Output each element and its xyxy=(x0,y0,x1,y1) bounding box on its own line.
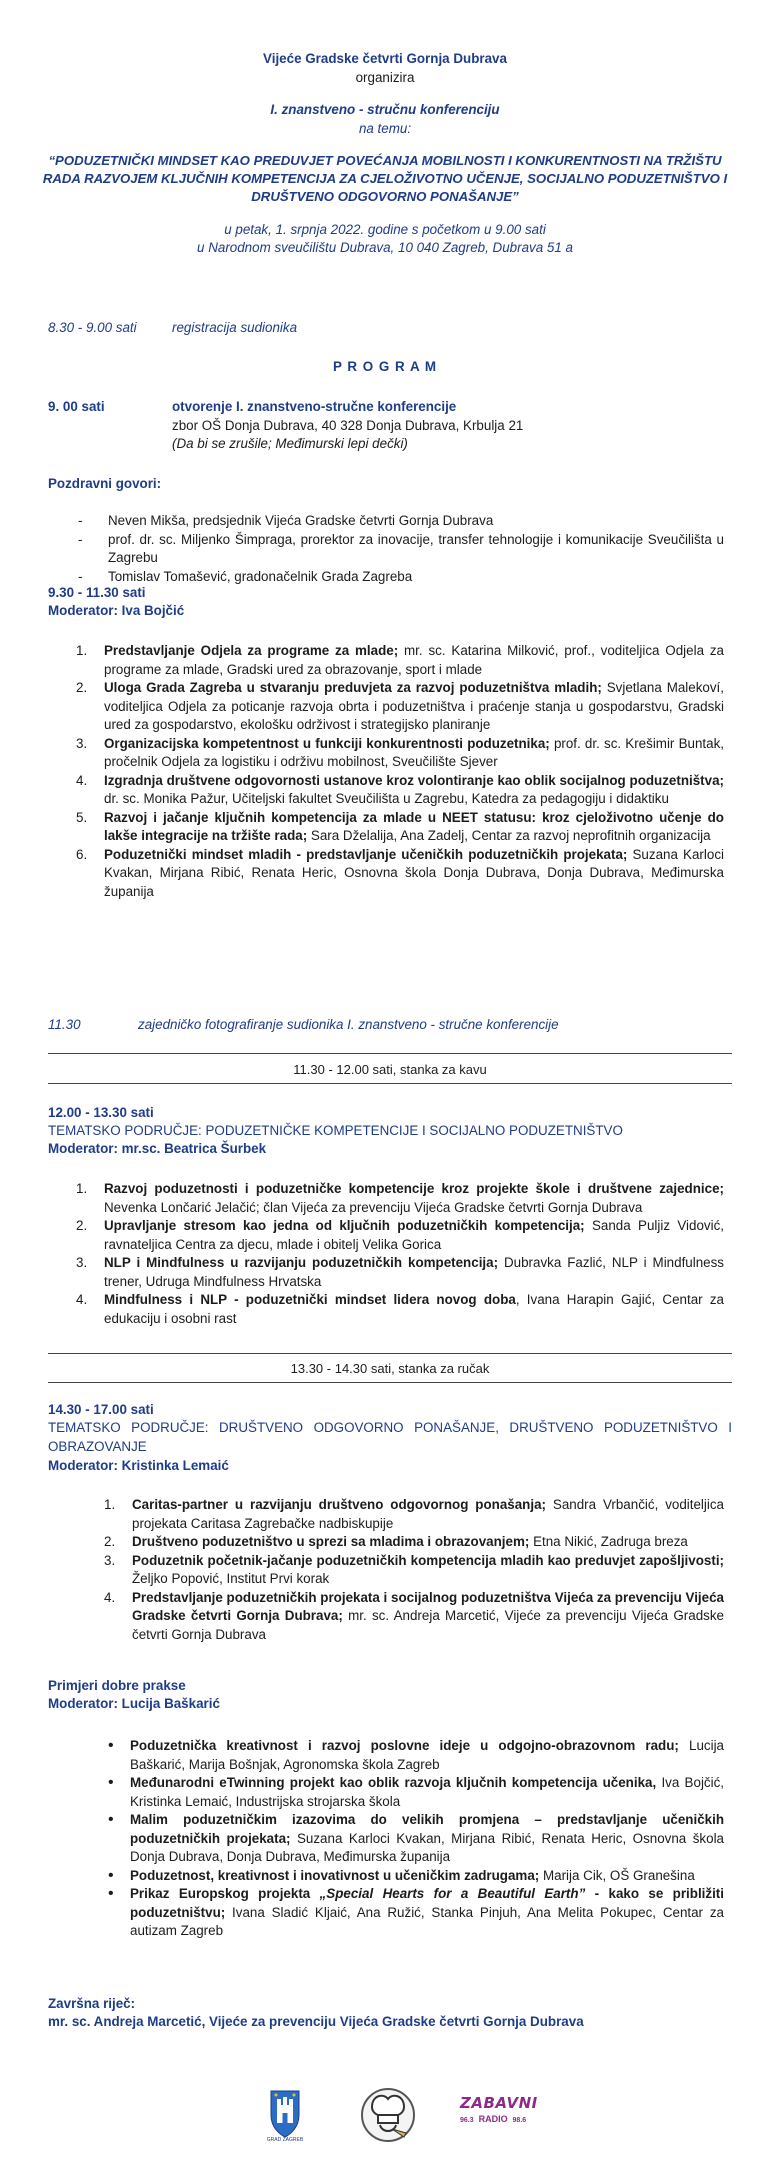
item-number: 4. xyxy=(76,772,88,788)
session2-topic: TEMATSKO PODRUČJE: PODUZETNIČKE KOMPETENCIJE I SOCIJALNO PODUZETNIŠTVO xyxy=(48,1123,623,1138)
item-title-italic: „Special Hearts for a Beautiful Earth” xyxy=(319,1886,586,1901)
program-item xyxy=(76,642,724,679)
item-speaker: Lucija Baškarić, Marija Bošnjak, Agronomska škola Zagreb xyxy=(130,1738,724,1772)
program-item xyxy=(76,1180,724,1217)
program-item xyxy=(76,809,724,846)
item-number: 2. xyxy=(76,680,88,695)
chef-logo-icon xyxy=(358,2085,418,2145)
item-title: Predstavljanje poduzetničkih projekata i socijalnog poduzetništva Vijeća za prevenciju Vijeća Gradske četvrti Gornja Dubrava; xyxy=(132,1589,724,1623)
divider xyxy=(48,1353,732,1354)
item-number: 3. xyxy=(76,1255,88,1270)
program-item xyxy=(104,1589,724,1645)
item-title: Međunarodni eTwinning projekt kao oblik razvoja ključnih kompetencija učenika, xyxy=(130,1775,657,1790)
greeting-item: - Tomislav Tomašević, gradonačelnik Grada Zagreba xyxy=(78,568,724,587)
item-speaker: Suzana Karloci Kvakan, Mirjana Ribić, Renata Heric, Osnovna škola Donja Dubrava, Donja Dubrava, Međimurska županija xyxy=(104,846,724,899)
greeting-item: - Neven Mikša, predsjednik Vijeća Gradske četvrti Gornja Dubrava xyxy=(78,512,724,531)
item-title: Caritas-partner u razvijanju društveno odgovornog ponašanja; xyxy=(132,1497,546,1512)
item-title: Mindfulness i NLP - poduzetnički mindset lidera novog doba xyxy=(104,1292,516,1307)
item-title: Malim poduzetničkim izazovima do velikih promjena – predstavljanje učeničkih poduzetničkih projekata; xyxy=(130,1812,724,1846)
item-number: 3. xyxy=(76,735,88,751)
program-item xyxy=(76,846,724,902)
greetings-list xyxy=(78,512,724,586)
greeting-item: - prof. dr. sc. Miljenko Šimpraga, prorektor za inovacije, transfer tehnologije i komunikacije Sveučilišta u Zagrebu xyxy=(78,531,724,568)
radio-brand: ZABAVNI xyxy=(460,2094,538,2112)
photo-time: 11.30 xyxy=(48,1017,81,1032)
item-title-cont: - kako se približiti poduzetništvu; xyxy=(130,1886,724,1920)
item-title: Predstavljanje Odjela za programe za mlade; xyxy=(104,643,399,658)
item-speaker: prof. dr. sc. Krešimir Buntak, pročelnik Odjela za logistiku i održivu mobilnost, Sveučilište Sjever xyxy=(104,735,724,769)
good-practice-item xyxy=(106,1867,724,1886)
item-title: Poduzetnički mindset mladih - predstavljanje učeničkih poduzetničkih projekata; xyxy=(104,846,628,862)
item-number: 2. xyxy=(104,1534,116,1549)
session3-list xyxy=(104,1496,724,1644)
item-speaker: Dubravka Fazlić, NLP i Mindfulness trener, Udruga Mindfulness Hrvatska xyxy=(104,1255,724,1289)
conference-name: I. znanstveno - stručnu konferenciju xyxy=(270,102,500,117)
session2-time: 12.00 - 13.30 sati xyxy=(48,1105,154,1120)
radio-word: RADIO xyxy=(478,2113,508,2124)
good-practice-item xyxy=(106,1811,724,1867)
item-speaker: mr. sc. Katarina Milković, prof., voditeljica Odjela za programe za mlade, Gradski ured za obrazovanje, sport i mlade xyxy=(104,643,725,677)
item-speaker: Iva Bojčić, Kristinka Lemaić, Industrijska strojarska škola xyxy=(130,1775,724,1809)
zagreb-crest-icon xyxy=(255,2085,315,2145)
item-number: 1. xyxy=(76,1181,88,1196)
sponsor-logos xyxy=(0,2085,770,2155)
item-number: 1. xyxy=(76,643,88,658)
radio-freq-right: 98.6 xyxy=(512,2116,527,2124)
program-title: P R O G R A M xyxy=(332,359,437,374)
item-title: Izgradnja društvene odgovornosti ustanove kroz volontiranje kao oblik socijalnog poduzetništva; xyxy=(104,772,724,788)
divider xyxy=(48,1083,732,1084)
session1-time: 9.30 - 11.30 sati xyxy=(48,585,146,600)
program-item xyxy=(76,1254,724,1291)
item-speaker: Sanda Puljiz Vidović, ravnateljica Centra za djecu, mlade i obitelj Velika Gorica xyxy=(104,1218,725,1252)
item-title: Razvoj i jačanje ključnih kompetencija za mlade u NEET statusu: kroz cjeloživotno učenje do lakše integracije na tržište rada; xyxy=(104,809,724,843)
opening-block xyxy=(48,398,732,454)
organizer-name: Vijeće Gradske četvrti Gornja Dubrava xyxy=(263,51,507,66)
session1-list xyxy=(76,642,724,901)
item-title: Poduzetnost, kreativnost i inovativnost u učeničkim zadrugama; xyxy=(130,1867,540,1883)
item-number: 3. xyxy=(104,1552,116,1568)
item-number: 1. xyxy=(104,1497,116,1512)
program-item xyxy=(76,1217,724,1254)
program-item xyxy=(104,1552,724,1589)
opening-time: 9. 00 sati xyxy=(48,399,105,414)
good-practice-item xyxy=(106,1885,724,1941)
program-item xyxy=(104,1533,724,1552)
item-title: Poduzetnik početnik-jačanje poduzetničkih kompetencija mladih kao preduvjet zapošljivosti; xyxy=(132,1552,724,1568)
item-title: Prikaz Europskog projekta xyxy=(130,1886,320,1901)
good-practice-moderator: Moderator: Lucija Baškarić xyxy=(48,1696,220,1711)
item-title: Razvoj poduzetnosti i poduzetničke kompetencije kroz projekte škole i društvene zajednice; xyxy=(104,1181,724,1196)
zabavni-radio-logo xyxy=(460,2093,550,2139)
item-number: 4. xyxy=(76,1292,88,1307)
item-number: 4. xyxy=(104,1589,116,1605)
session1-moderator: Moderator: Iva Bojčić xyxy=(48,603,185,618)
item-speaker: dr. sc. Monika Pažur, Učiteljski fakultet Sveučilišta u Zagrebu, Katedra za pedagogiju i didaktiku xyxy=(104,791,669,806)
item-number: 6. xyxy=(76,846,88,862)
good-practice-item xyxy=(106,1737,724,1774)
session2-list xyxy=(76,1180,724,1328)
item-title: Uloga Grada Zagreba u stvaranju preduvjeta za razvoj poduzetništva mladih; xyxy=(104,680,602,695)
item-speaker: Etna Nikić, Zadruga breza xyxy=(529,1534,688,1549)
program-item xyxy=(104,1496,724,1533)
divider xyxy=(48,1053,732,1054)
na-temu-text: na temu: xyxy=(358,120,412,136)
conference-date: u petak, 1. srpnja 2022. godine s početkom u 9.00 sati xyxy=(224,221,546,237)
coffee-break: 11.30 - 12.00 sati, stanka za kavu xyxy=(293,1062,487,1077)
radio-freq-left: 96.3 xyxy=(460,2116,474,2124)
program-item xyxy=(76,1291,724,1328)
item-speaker: Marija Cik, OŠ Granešina xyxy=(539,1867,695,1883)
program-item xyxy=(76,772,724,809)
conference-place: u Narodnom sveučilištu Dubrava, 10 040 Zagreb, Dubrava 51 a xyxy=(197,240,573,256)
opening-title: otvorenje I. znanstveno-stručne konferencije xyxy=(172,399,457,414)
crest-caption: GRAD ZAGREB xyxy=(266,2137,304,2143)
item-number: 5. xyxy=(76,809,88,825)
item-title: Upravljanje stresom kao jedna od ključnih poduzetničkih kompetencija; xyxy=(104,1218,585,1233)
good-practice-item xyxy=(106,1774,724,1811)
item-speaker: mr. sc. Andreja Marcetić, Vijeće za prevenciju Vijeća Gradske četvrti Gornja Dubrava xyxy=(132,1608,724,1642)
lunch-break: 13.30 - 14.30 sati, stanka za ručak xyxy=(290,1361,490,1376)
registration-time: 8.30 - 9.00 sati xyxy=(48,320,137,335)
item-speaker: Sandra Vrbančić, voditeljica projekata Caritasa Zagrebačke nadbiskupije xyxy=(132,1497,724,1531)
good-practice-heading: Primjeri dobre prakse xyxy=(48,1678,186,1693)
session3-moderator: Moderator: Kristinka Lemaić xyxy=(48,1458,229,1473)
photo-text: zajedničko fotografiranje sudionika I. znanstveno - stručne konferencije xyxy=(138,1017,559,1032)
session3-topic: TEMATSKO PODRUČJE: DRUŠTVENO ODGOVORNO PONAŠANJE, DRUŠTVENO PODUZETNIŠTVO I OBRAZOVANJE xyxy=(48,1420,732,1454)
registration-text: registracija sudionika xyxy=(172,320,298,335)
item-speaker: Svjetlana Malekoví, voditeljica Odjela za poticanje razvoja obrta i poduzetništva i praćenje stanja u gospodarstvu, Gradski ured za gospodarstvo, ekološku održivost i strategijsko planiranje xyxy=(104,680,724,732)
item-speaker: Suzana Karloci Kvakan, Mirjana Ribić, Renata Heric, Osnovna škola Donja Dubrava, Donja Dubrava, Međimurska županija xyxy=(130,1830,724,1864)
item-title: Društveno poduzetništvo u sprezi sa mladima i obrazovanjem; xyxy=(132,1534,530,1549)
closing-speaker: mr. sc. Andreja Marcetić, Vijeće za prevenciju Vijeća Gradske četvrti Gornja Dubrava xyxy=(48,2014,584,2029)
opening-choir: zbor OŠ Donja Dubrava, 40 328 Donja Dubrava, Krbulja 21 xyxy=(172,417,524,433)
conference-title: “PODUZETNIČKI MINDSET KAO PREDUVJET POVEĆANJA MOBILNOSTI I KONKURENTNOSTI NA TRŽIŠTU RADA RAZVOJEM KLJUČNIH KOMPETENCIJA ZA CJELOŽIVOTNO UČENJE, SOCIJALNO PODUZETNIŠTVO I DRUŠTVENO ODGOVORNO PONAŠANJE” xyxy=(42,153,728,205)
greetings-heading: Pozdravni govori: xyxy=(48,476,162,491)
item-speaker: Nevenka Lončarić Jelačić; član Vijeća za prevenciju Vijeća Gradske četvrti Gornja Dubrava xyxy=(104,1199,643,1215)
session2-moderator: Moderator: mr.sc. Beatrica Šurbek xyxy=(48,1141,267,1156)
good-practice-list xyxy=(106,1737,724,1941)
item-speaker: Željko Popović, Institut Prvi korak xyxy=(132,1571,330,1586)
item-speaker: Ivana Sladić Kljaić, Ana Ružić, Stanka Pinjuh, Ana Melita Pokupec, Centar za autizam Zagreb xyxy=(130,1904,724,1938)
opening-songs: (Da bi se zrušile; Međimurski lepi dečki) xyxy=(172,436,408,451)
session3-time: 14.30 - 17.00 sati xyxy=(48,1402,154,1417)
divider xyxy=(48,1382,732,1383)
item-speaker: Sara Dželalija, Ana Zadelj, Centar za razvoj neprofitnih organizacija xyxy=(307,828,711,843)
closing-heading: Završna riječ: xyxy=(48,1996,136,2011)
organizira-text: organizira xyxy=(355,69,415,85)
item-title: Organizacijska kompetentnost u funkciji konkurentnosti poduzetnika; xyxy=(104,735,550,751)
item-speaker: , Ivana Harapin Gajić, Centar za edukaciju i osobni rast xyxy=(104,1292,724,1326)
item-number: 2. xyxy=(76,1218,88,1233)
program-item xyxy=(76,735,724,772)
item-title: Poduzetnička kreativnost i razvoj poslovne ideje u odgojno-obrazovnom radu; xyxy=(130,1738,679,1753)
program-item xyxy=(76,679,724,735)
item-title: NLP i Mindfulness u razvijanju poduzetničkih kompetencija; xyxy=(104,1255,499,1270)
